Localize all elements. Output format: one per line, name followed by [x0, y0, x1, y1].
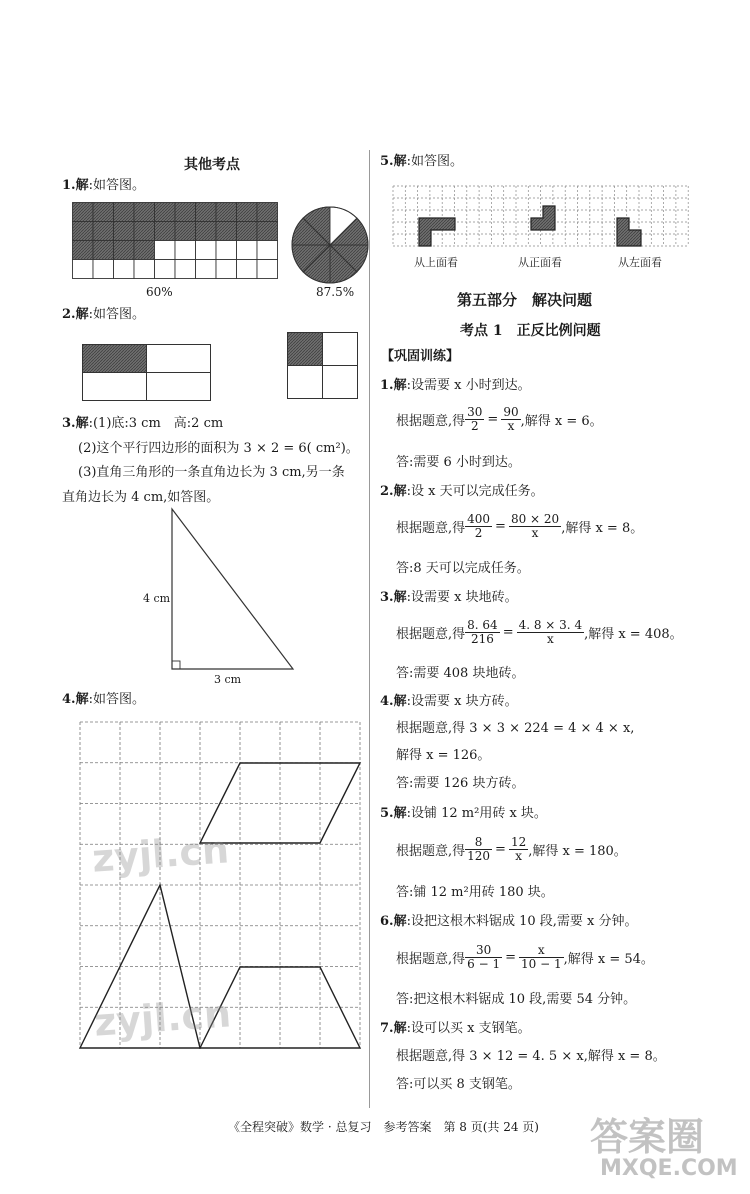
grid-cell-shaded [196, 222, 217, 241]
r1-eq: = [487, 412, 499, 427]
grid-cell-shaded [134, 241, 155, 260]
grid-cell [155, 241, 176, 260]
r6-answer: 答:把这根木料锯成 10 段,需要 54 分钟。 [396, 992, 637, 1007]
grid-cell [196, 241, 217, 260]
grid-cell-shaded [134, 222, 155, 241]
r4-line3: 解得 x = 126。 [396, 748, 491, 763]
grid-cell [237, 241, 258, 260]
r5-pre: 根据题意,得 [396, 844, 466, 859]
r1-post: ,解得 x = 6。 [520, 414, 603, 429]
q3-line3: (3)直角三角形的一条直角边长为 3 cm,另一条 [78, 465, 345, 480]
r7-line2: 根据题意,得 3 × 12 = 4. 5 × x,解得 x = 8。 [396, 1049, 666, 1064]
r1-set [380, 378, 531, 394]
r1-answer: 答:需要 6 小时到达。 [396, 455, 521, 470]
q1-number: 1. [62, 178, 76, 193]
r1-frac2 [501, 406, 520, 433]
q1-label: 解 [75, 178, 89, 193]
q1-line [62, 178, 145, 194]
q3-text1: :(1)底:3 cm 高:2 cm [88, 416, 224, 431]
r3-post: ,解得 x = 408。 [584, 627, 683, 642]
grid-cell [134, 260, 155, 279]
r3-label: 解 [393, 590, 407, 605]
r3-f1-den: 216 [470, 632, 494, 646]
watermark-logo: 答案圈 [590, 1115, 705, 1159]
r6-f2-num: x [519, 944, 564, 958]
r5-label: 解 [393, 806, 407, 821]
q2-line [62, 307, 145, 323]
r2-eq: = [495, 519, 506, 534]
r2-f2-den: x [531, 526, 539, 540]
grid-cell-shaded [93, 203, 114, 222]
grid-cell [237, 260, 258, 279]
r2-equation [396, 513, 643, 540]
r7-set-text: :设可以买 x 支钢笔。 [406, 1021, 531, 1036]
r1-set-text: :设需要 x 小时到达。 [406, 378, 531, 393]
r6-frac1 [465, 944, 502, 971]
watermark-zyjl-1: zyjl.cn [90, 827, 231, 881]
views-grid-figure [393, 186, 689, 252]
r2-frac2 [509, 513, 561, 540]
r4-answer: 答:需要 126 块方砖。 [396, 776, 525, 791]
r1-f2-den: x [507, 419, 515, 433]
q4-left-text: :如答图。 [88, 692, 145, 707]
q3-line4: 直角边长为 4 cm,如答图。 [62, 490, 220, 505]
right-triangle-figure [170, 507, 296, 671]
grid-cell-shaded [73, 241, 94, 260]
front-view-shape [531, 206, 555, 230]
grid-cell-shaded [257, 222, 278, 241]
grid-cell [196, 260, 217, 279]
grid-cell [257, 260, 278, 279]
r5-answer: 答:铺 12 m²用砖 180 块。 [396, 885, 554, 900]
r1-f1-num: 30 [467, 405, 483, 419]
r1-f1-den: 2 [470, 419, 479, 433]
r3-f2-num: 4. 8 × 3. 4 [518, 618, 583, 632]
grid-cell-shaded [93, 241, 114, 260]
r3-f1-num: 8. 64 [467, 618, 498, 632]
r4-label: 解 [393, 694, 407, 709]
r2-post: ,解得 x = 8。 [561, 521, 644, 536]
r2-pre: 根据题意,得 [396, 521, 466, 536]
grid-cell-shaded [134, 203, 155, 222]
r7-answer: 答:可以买 8 支钢笔。 [396, 1077, 521, 1092]
r6-label: 解 [393, 914, 407, 929]
q5-top-number: 5. [380, 154, 394, 169]
grid-cell [155, 260, 176, 279]
r4-set-text: :设需要 x 块方砖。 [406, 694, 518, 709]
r3-pre: 根据题意,得 [396, 627, 466, 642]
r2-number: 2. [380, 484, 394, 499]
r4-line2: 根据题意,得 3 × 3 × 224 = 4 × 4 × x, [396, 721, 635, 736]
r1-pre: 根据题意,得 [396, 414, 466, 429]
r6-frac2 [519, 944, 564, 971]
r2-frac1 [465, 513, 492, 540]
r5-number: 5. [380, 806, 394, 821]
grid-cell-shaded [155, 203, 176, 222]
r3-set-text: :设需要 x 块地砖。 [406, 590, 518, 605]
practice-label: 【巩固训练】 [381, 349, 460, 364]
grid-cell-shaded [93, 222, 114, 241]
q3-line2: (2)这个平行四边形的面积为 3 × 2 = 6( cm²)。 [78, 441, 359, 456]
r7-label: 解 [393, 1021, 407, 1036]
grid-cell [175, 241, 196, 260]
r5-equation [396, 836, 627, 863]
watermark-zyjl-2: zyjl.cn [92, 991, 233, 1045]
r5-set-text: :设铺 12 m²用砖 x 块。 [406, 806, 547, 821]
triangle-side-label: 4 cm [143, 592, 171, 605]
r2-f2-num: 80 × 20 [510, 512, 560, 526]
r1-equation [396, 406, 603, 433]
view-caption-front: 从正面看 [518, 256, 562, 269]
column-divider [369, 150, 370, 1108]
grid-cell-shaded [175, 222, 196, 241]
r2-f1-num: 400 [467, 512, 491, 526]
section-title-other: 其他考点 [184, 157, 240, 173]
grid-cell-shaded [175, 203, 196, 222]
r6-eq: = [505, 950, 516, 965]
r5-f1-den: 120 [467, 849, 491, 863]
rectangle-quarter-figure [82, 344, 212, 402]
r6-pre: 根据题意,得 [396, 952, 466, 967]
r3-frac2 [517, 619, 584, 646]
r6-number: 6. [380, 914, 394, 929]
r2-set [380, 484, 544, 500]
r1-f2-num: 90 [503, 405, 519, 419]
q3-number: 3. [62, 416, 76, 431]
triangle-base-label: 3 cm [214, 673, 242, 686]
square-quarter-figure [287, 332, 359, 400]
grid-cell [216, 241, 237, 260]
grid-cell [257, 241, 278, 260]
q5-top-line [380, 154, 463, 170]
r3-number: 3. [380, 590, 394, 605]
q5-top-text: :如答图。 [406, 154, 463, 169]
r5-frac2 [509, 836, 528, 863]
q3-label: 解 [75, 416, 89, 431]
r2-set-text: :设 x 天可以完成任务。 [406, 484, 544, 499]
r3-equation [396, 619, 683, 646]
grid-caption: 60% [146, 285, 173, 299]
r3-eq: = [502, 625, 514, 640]
r1-frac1 [465, 406, 484, 433]
r5-post: ,解得 x = 180。 [528, 844, 627, 859]
page-footer: 《全程突破》数学 · 总复习 参考答案 第 8 页(共 24 页) [228, 1120, 539, 1134]
grid-cell-shaded [216, 222, 237, 241]
view-caption-left: 从左面看 [618, 256, 662, 269]
circle-caption: 87.5% [316, 285, 355, 299]
r3-set [380, 590, 518, 606]
r4-set [380, 694, 518, 710]
q2-text: :如答图。 [88, 307, 145, 322]
q4-left-number: 4. [62, 692, 76, 707]
r6-f1-den: 6 − 1 [467, 957, 501, 971]
r2-answer: 答:8 天可以完成任务。 [396, 561, 530, 576]
r5-f2-num: 12 [510, 835, 527, 849]
r7-set [380, 1021, 531, 1037]
r5-f2-den: x [515, 849, 522, 863]
top-view-shape [419, 218, 455, 246]
percent-grid-figure [72, 202, 282, 280]
grid-cell [73, 260, 94, 279]
r6-set [380, 914, 638, 930]
q3-line1 [62, 416, 223, 432]
q2-number: 2. [62, 307, 76, 322]
r5-set [380, 806, 547, 822]
q1-text: :如答图。 [88, 178, 145, 193]
grid-cell-shaded [196, 203, 217, 222]
r1-number: 1. [380, 378, 394, 393]
q5-top-label: 解 [393, 154, 407, 169]
r6-post: ,解得 x = 54。 [563, 952, 654, 967]
grid-cell-shaded [155, 222, 176, 241]
r2-label: 解 [393, 484, 407, 499]
r5-eq: = [495, 842, 506, 857]
grid-cell-shaded [257, 203, 278, 222]
r7-number: 7. [380, 1021, 394, 1036]
grid-cell-shaded [114, 222, 135, 241]
grid-cell-shaded [237, 203, 258, 222]
r2-f1-den: 2 [474, 526, 483, 540]
q2-label: 解 [75, 307, 89, 322]
q4-left-line [62, 692, 145, 708]
r1-label: 解 [393, 378, 407, 393]
part-title: 第五部分 解决问题 [457, 291, 593, 309]
q4-left-label: 解 [75, 692, 89, 707]
grid-cell-shaded [73, 203, 94, 222]
r3-answer: 答:需要 408 块地砖。 [396, 666, 525, 681]
r6-f1-num: 30 [465, 944, 502, 958]
r3-f2-den: x [546, 632, 554, 646]
r5-frac1 [465, 836, 492, 863]
pie-circle-figure [290, 205, 370, 285]
r6-equation [396, 944, 654, 971]
topic-title: 考点 1 正反比例问题 [460, 323, 601, 339]
grid-cell [216, 260, 237, 279]
r4-number: 4. [380, 694, 394, 709]
grid-cell-shaded [114, 241, 135, 260]
grid-cell-shaded [216, 203, 237, 222]
grid-cell [175, 260, 196, 279]
grid-cell [114, 260, 135, 279]
grid-cell-shaded [114, 203, 135, 222]
r5-f1-num: 8 [465, 836, 492, 850]
grid-cell-shaded [237, 222, 258, 241]
grid-cell-shaded [73, 222, 94, 241]
watermark-site: MXQE.COM [600, 1156, 738, 1181]
view-caption-top: 从上面看 [414, 256, 458, 269]
grid-cell [93, 260, 114, 279]
r3-frac1 [465, 619, 500, 646]
r6-set-text: :设把这根木料锯成 10 段,需要 x 分钟。 [406, 914, 638, 929]
r6-f2-den: 10 − 1 [521, 957, 562, 971]
